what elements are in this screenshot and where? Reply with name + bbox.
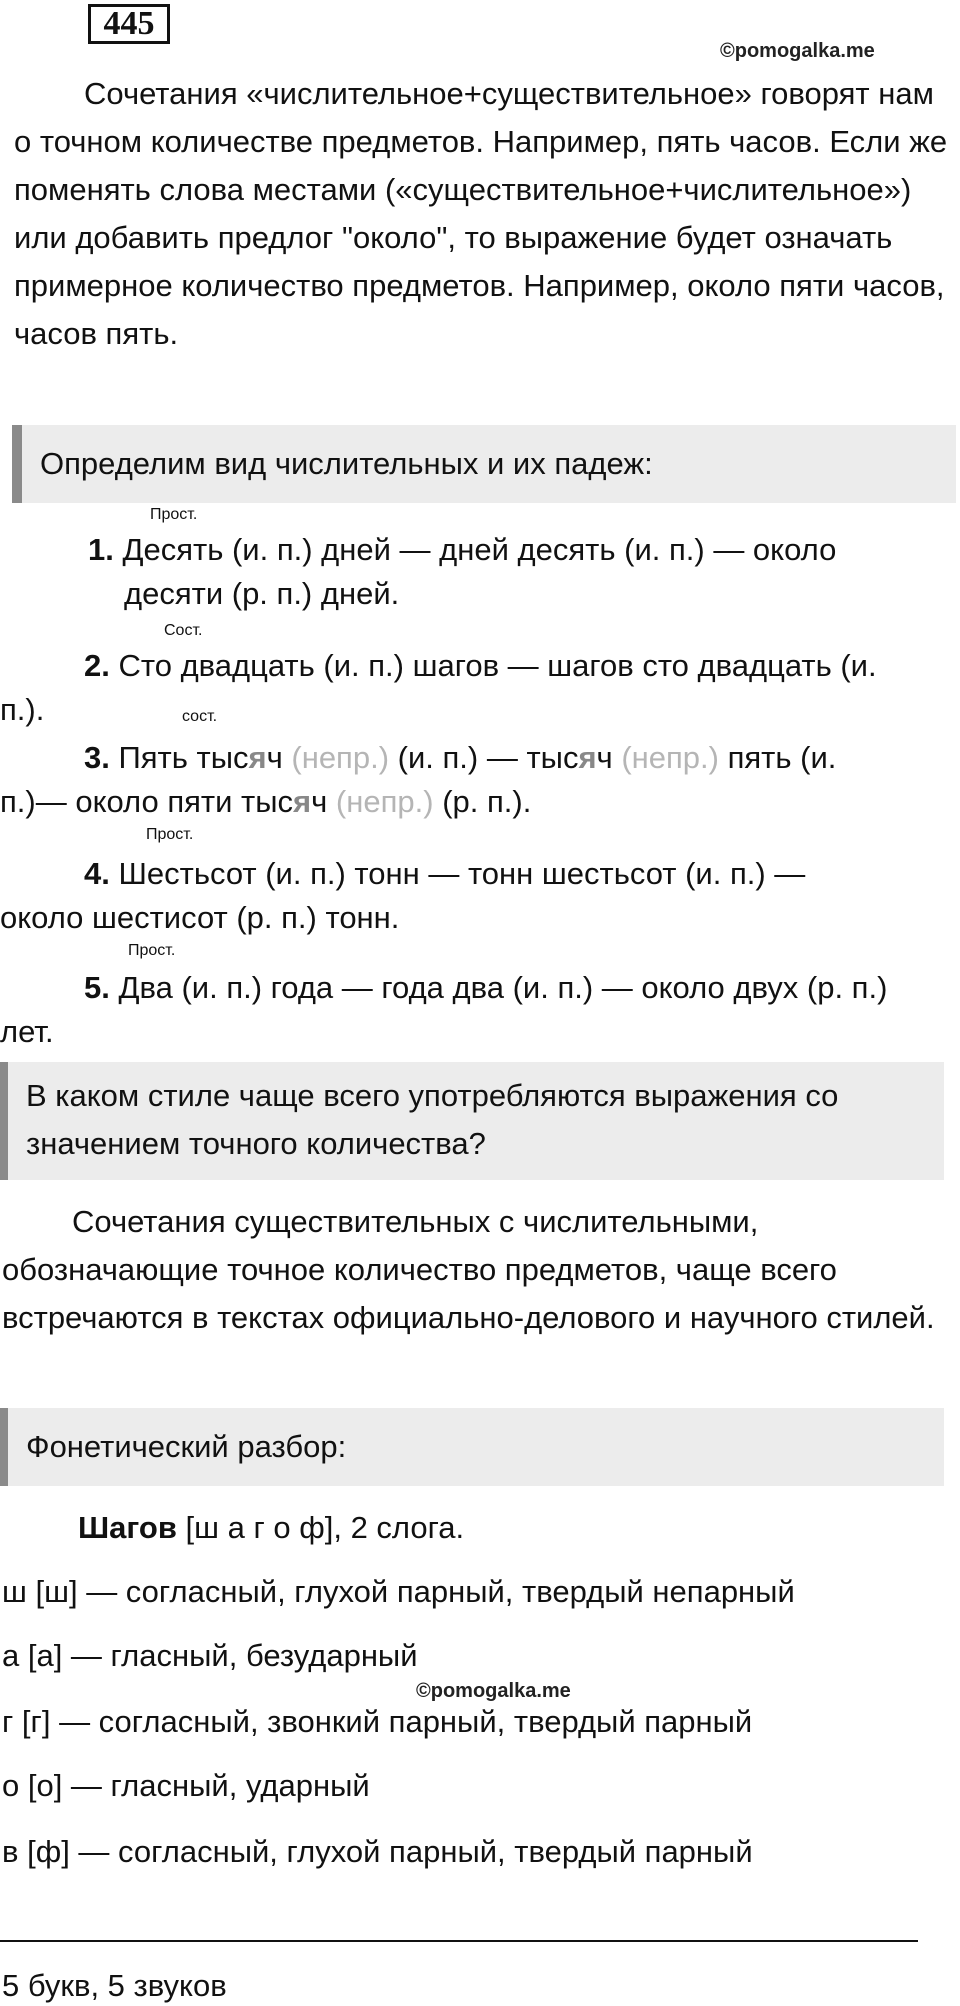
item-text-continued: лет. bbox=[0, 1014, 54, 1049]
highlight-letter: я bbox=[293, 784, 312, 819]
intro-paragraph: Сочетания «числительное+существительное» говорят нам о точном количестве предметов. Например, пять часов. Если же поменять слова местами («существительное+числительное») или добавить предлог "около", то выражение будет означать примерное количество предметов. Например, около пяти часов, часов пять. bbox=[14, 76, 948, 351]
phonetic-row: ш [ш] — согласный, глухой парный, твердый непарный bbox=[2, 1574, 795, 1609]
list-item bbox=[84, 736, 960, 780]
list-item bbox=[84, 966, 960, 1010]
watermark: ©pomogalka.me bbox=[416, 1680, 571, 1702]
word: Шагов bbox=[78, 1510, 177, 1545]
phonetic-row: г [г] — согласный, звонкий парный, твердый парный bbox=[2, 1704, 753, 1739]
list-item bbox=[84, 644, 960, 688]
item-text: ч bbox=[266, 740, 283, 775]
item-number: 4. bbox=[84, 856, 110, 891]
item-text: Десять (и. п.) дней — дней десять (и. п.) — около bbox=[122, 532, 837, 567]
section-title: Фонетический разбор: bbox=[26, 1429, 347, 1464]
item-text-continued: п.). bbox=[0, 692, 45, 727]
nepr-note: (непр.) bbox=[335, 784, 434, 819]
answer-paragraph: Сочетания существительных с числительными, обозначающие точное количество предметов, чаще всего встречаются в текстах официально-делового и научного стилей. bbox=[2, 1204, 935, 1335]
divider bbox=[0, 1940, 918, 1942]
section-header-style-question bbox=[0, 1062, 944, 1180]
item-number: 1. bbox=[88, 532, 114, 567]
item-text: п.)— около пяти тыс bbox=[0, 784, 294, 819]
nepr-note: (непр.) bbox=[291, 740, 390, 775]
item-text: Два (и. п.) года — года два (и. п.) — около двух (р. п.) bbox=[118, 970, 888, 1005]
item-text: Пять тыс bbox=[118, 740, 249, 775]
item-number: 5. bbox=[84, 970, 110, 1005]
item-number: 2. bbox=[84, 648, 110, 683]
section-header-numerals bbox=[12, 425, 956, 503]
item-text-continued: около шестисот (р. п.) тонн. bbox=[0, 900, 400, 935]
item-text-continued: десяти (р. п.) дней. bbox=[124, 576, 400, 611]
list-item bbox=[84, 852, 960, 896]
question-line: значением точного количества? bbox=[26, 1126, 486, 1161]
highlight-letter: я bbox=[248, 740, 267, 775]
item-text: ч bbox=[596, 740, 613, 775]
highlight-letter: я bbox=[578, 740, 597, 775]
list-item bbox=[88, 528, 960, 572]
transcription: [ш а г о ф], 2 слога. bbox=[185, 1510, 465, 1545]
page-number: 445 bbox=[88, 4, 170, 44]
item-number: 3. bbox=[84, 740, 110, 775]
nepr-note: (непр.) bbox=[621, 740, 719, 775]
numeral-type-label: Прост. bbox=[128, 942, 176, 959]
numeral-type-label: Прост. bbox=[150, 506, 198, 523]
phonetic-row: в [ф] — согласный, глухой парный, твердый парный bbox=[2, 1834, 753, 1869]
section-title: Определим вид числительных и их падеж: bbox=[40, 446, 653, 481]
numeral-type-label: сост. bbox=[182, 708, 218, 725]
phonetic-row: а [а] — гласный, безударный bbox=[2, 1638, 418, 1673]
item-text: Сто двадцать (и. п.) шагов — шагов сто двадцать (и. bbox=[118, 648, 877, 683]
question-line: В каком стиле чаще всего употребляются выражения со bbox=[26, 1078, 839, 1113]
item-text: пять (и. bbox=[727, 740, 837, 775]
section-header-phonetics bbox=[0, 1408, 944, 1486]
numeral-type-label: Прост. bbox=[146, 826, 194, 843]
summary: 5 букв, 5 звуков bbox=[2, 1968, 227, 2003]
item-text-continued bbox=[0, 780, 958, 824]
item-text: (р. п.). bbox=[442, 784, 532, 819]
watermark: ©pomogalka.me bbox=[720, 40, 875, 62]
item-text: Шестьсот (и. п.) тонн — тонн шестьсот (и. п.) — bbox=[118, 856, 806, 891]
phonetic-row: о [о] — гласный, ударный bbox=[2, 1768, 370, 1803]
phonetic-word-line bbox=[78, 1508, 464, 1548]
numeral-type-label: Сост. bbox=[164, 622, 203, 639]
item-text: (и. п.) — тыс bbox=[397, 740, 579, 775]
item-text: ч bbox=[311, 784, 328, 819]
